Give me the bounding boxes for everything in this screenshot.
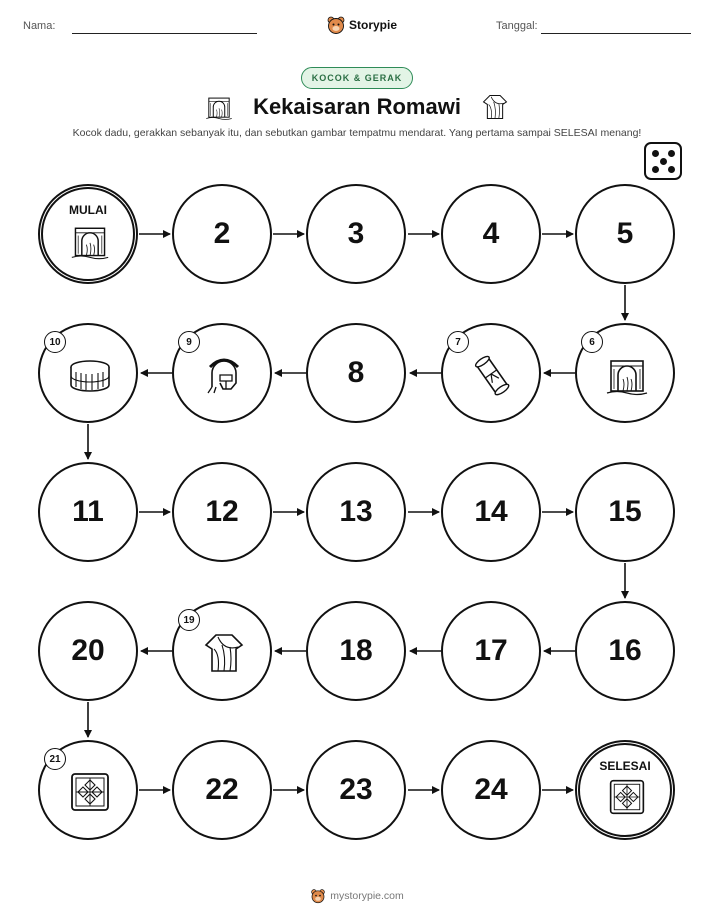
- board-space-20: [38, 601, 138, 701]
- aqueduct-icon: [70, 221, 110, 261]
- space-badge: 7: [447, 331, 469, 353]
- space-badge: 9: [178, 331, 200, 353]
- board-space-3: [306, 184, 406, 284]
- instructions: Kocok dadu, gerakkan sebanyak itu, dan sebutkan gambar tempatmu mendarat. Yang pertama sampai SELESAI menang!: [72, 127, 642, 139]
- helmet-icon: [202, 353, 246, 397]
- board-space-14: [441, 462, 541, 562]
- board-space-4: [441, 184, 541, 284]
- scroll-icon: [471, 353, 515, 397]
- board-space-21: [38, 740, 138, 840]
- colosseum-icon: [68, 353, 112, 397]
- board-space-8: [306, 323, 406, 423]
- board-space-6: [575, 323, 675, 423]
- mosaic-icon: [607, 777, 647, 817]
- space-number: 23: [339, 773, 373, 806]
- name-label: Nama:: [23, 20, 56, 32]
- board-space-10: [38, 323, 138, 423]
- page-title: Kekaisaran Romawi: [253, 94, 461, 119]
- board-space-17: [441, 601, 541, 701]
- footer: [0, 888, 714, 904]
- board-space-9: [172, 323, 272, 423]
- board-space-11: [38, 462, 138, 562]
- board-space-7: [441, 323, 541, 423]
- space-badge: 21: [44, 748, 66, 770]
- space-number: 11: [72, 495, 104, 528]
- space-number: 5: [616, 217, 634, 250]
- board-space-15: [575, 462, 675, 562]
- board-space-12: [172, 462, 272, 562]
- board-space-16: [575, 601, 675, 701]
- brand-name: Storypie: [349, 18, 398, 32]
- start-label: MULAI: [69, 203, 107, 217]
- space-number: 2: [213, 217, 231, 250]
- space-number: 15: [608, 495, 642, 528]
- space-number: 22: [205, 773, 239, 806]
- space-badge: 19: [178, 609, 200, 631]
- space-number: 12: [205, 495, 239, 528]
- date-label: Tanggal:: [496, 20, 538, 32]
- board-space-finish: [575, 740, 675, 840]
- space-number: 14: [474, 495, 508, 528]
- board-space-2: [172, 184, 272, 284]
- board-space-24: [441, 740, 541, 840]
- space-number: 3: [347, 217, 365, 250]
- aqueduct-icon: [605, 353, 649, 397]
- board-space-22: [172, 740, 272, 840]
- space-number: 20: [71, 634, 105, 667]
- footer-url[interactable]: mystorypie.com: [330, 890, 404, 902]
- space-number: 18: [339, 634, 373, 667]
- activity-tag: KOCOK & GERAK: [301, 67, 413, 89]
- space-number: 24: [474, 773, 508, 806]
- toga-icon: [202, 631, 246, 675]
- board-space-23: [306, 740, 406, 840]
- space-number: 13: [339, 495, 373, 528]
- space-number: 17: [474, 634, 508, 667]
- space-number: 8: [347, 356, 365, 389]
- space-number: 4: [482, 217, 500, 250]
- bear-mascot-icon: [310, 888, 326, 904]
- board-space-18: [306, 601, 406, 701]
- board-space-start: [38, 184, 138, 284]
- space-number: 16: [608, 634, 642, 667]
- mosaic-icon: [68, 770, 112, 814]
- space-badge: 10: [44, 331, 66, 353]
- board-space-19: [172, 601, 272, 701]
- finish-label: SELESAI: [599, 759, 651, 773]
- board-space-5: [575, 184, 675, 284]
- board-space-13: [306, 462, 406, 562]
- space-badge: 6: [581, 331, 603, 353]
